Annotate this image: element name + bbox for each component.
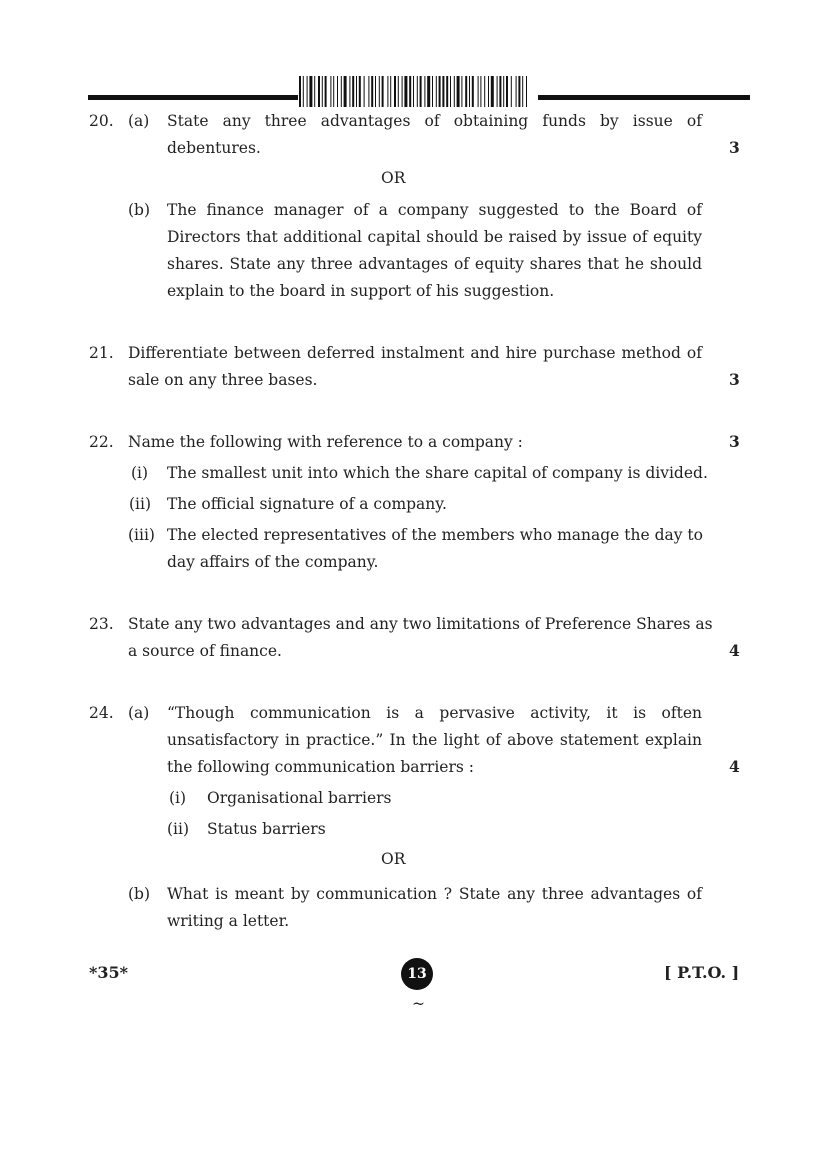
q20-or: OR	[381, 169, 406, 187]
q22-line-1: Name the following with reference to a company :	[128, 433, 523, 451]
q20-marks: 3	[729, 138, 740, 157]
q21-line-1: Differentiate between deferred instalment and hire purchase method of	[128, 344, 702, 362]
q24-number: 24.	[89, 704, 114, 722]
q20-part-b-line-2: Directors that additional capital should be raised by issue of equity	[167, 228, 702, 246]
q22-item-iii-label: (iii)	[128, 526, 155, 544]
footer-code: *35*	[89, 963, 128, 982]
q24-item-i-text: Organisational barriers	[207, 789, 392, 807]
q21-marks: 3	[729, 370, 740, 389]
page-number-badge: 13	[401, 958, 433, 990]
q22-item-ii-label: (ii)	[129, 495, 152, 513]
q21-line-2: sale on any three bases.	[128, 371, 318, 389]
q22-item-iii-line-1: The elected representatives of the members who manage the day to	[167, 526, 703, 544]
q24-or: OR	[381, 850, 406, 868]
q20-part-b-line-1: The finance manager of a company suggested to the Board of	[167, 201, 702, 219]
q24-part-b-line-1: What is meant by communication ? State any three advantages of	[167, 885, 702, 903]
q24-part-a-label: (a)	[128, 704, 150, 722]
q22-item-ii-text: The official signature of a company.	[167, 495, 447, 513]
footer-pto: [ P.T.O. ]	[664, 963, 740, 982]
header-rule-left	[88, 95, 298, 100]
q21-number: 21.	[89, 344, 114, 362]
q22-item-i-label: (i)	[131, 464, 149, 482]
q20-part-a-line-2: debentures.	[167, 139, 261, 157]
q24-item-i-label: (i)	[169, 789, 187, 807]
q24-marks: 4	[729, 757, 740, 776]
header-rule-right	[538, 95, 750, 100]
q20-part-a-line-1: State any three advantages of obtaining funds by issue of	[167, 112, 702, 130]
q24-part-a-line-2: unsatisfactory in practice.” In the light of above statement explain	[167, 731, 702, 749]
q20-part-b-line-4: explain to the board in support of his suggestion.	[167, 282, 555, 300]
q20-part-b-line-3: shares. State any three advantages of equity shares that he should	[167, 255, 702, 273]
q24-part-a-line-3: the following communication barriers :	[167, 758, 474, 776]
q22-item-i-text: The smallest unit into which the share capital of company is divided.	[167, 464, 708, 482]
q20-part-a-label: (a)	[128, 112, 150, 130]
q24-item-ii-label: (ii)	[167, 820, 190, 838]
q23-marks: 4	[729, 641, 740, 660]
footer-tilde: ~	[412, 995, 425, 1013]
q24-part-a-line-1: “Though communication is a pervasive activity, it is often	[167, 704, 702, 722]
q23-line-2: a source of finance.	[128, 642, 282, 660]
q22-item-iii-line-2: day affairs of the company.	[167, 553, 379, 571]
barcode-image	[298, 76, 528, 107]
q23-number: 23.	[89, 615, 114, 633]
q22-marks: 3	[729, 432, 740, 451]
q22-number: 22.	[89, 433, 114, 451]
q24-item-ii-text: Status barriers	[207, 820, 326, 838]
q23-line-1: State any two advantages and any two limitations of Preference Shares as	[128, 615, 713, 633]
q20-number: 20.	[89, 112, 114, 130]
q24-part-b-label: (b)	[128, 885, 151, 903]
q20-part-b-label: (b)	[128, 201, 151, 219]
q24-part-b-line-2: writing a letter.	[167, 912, 290, 930]
